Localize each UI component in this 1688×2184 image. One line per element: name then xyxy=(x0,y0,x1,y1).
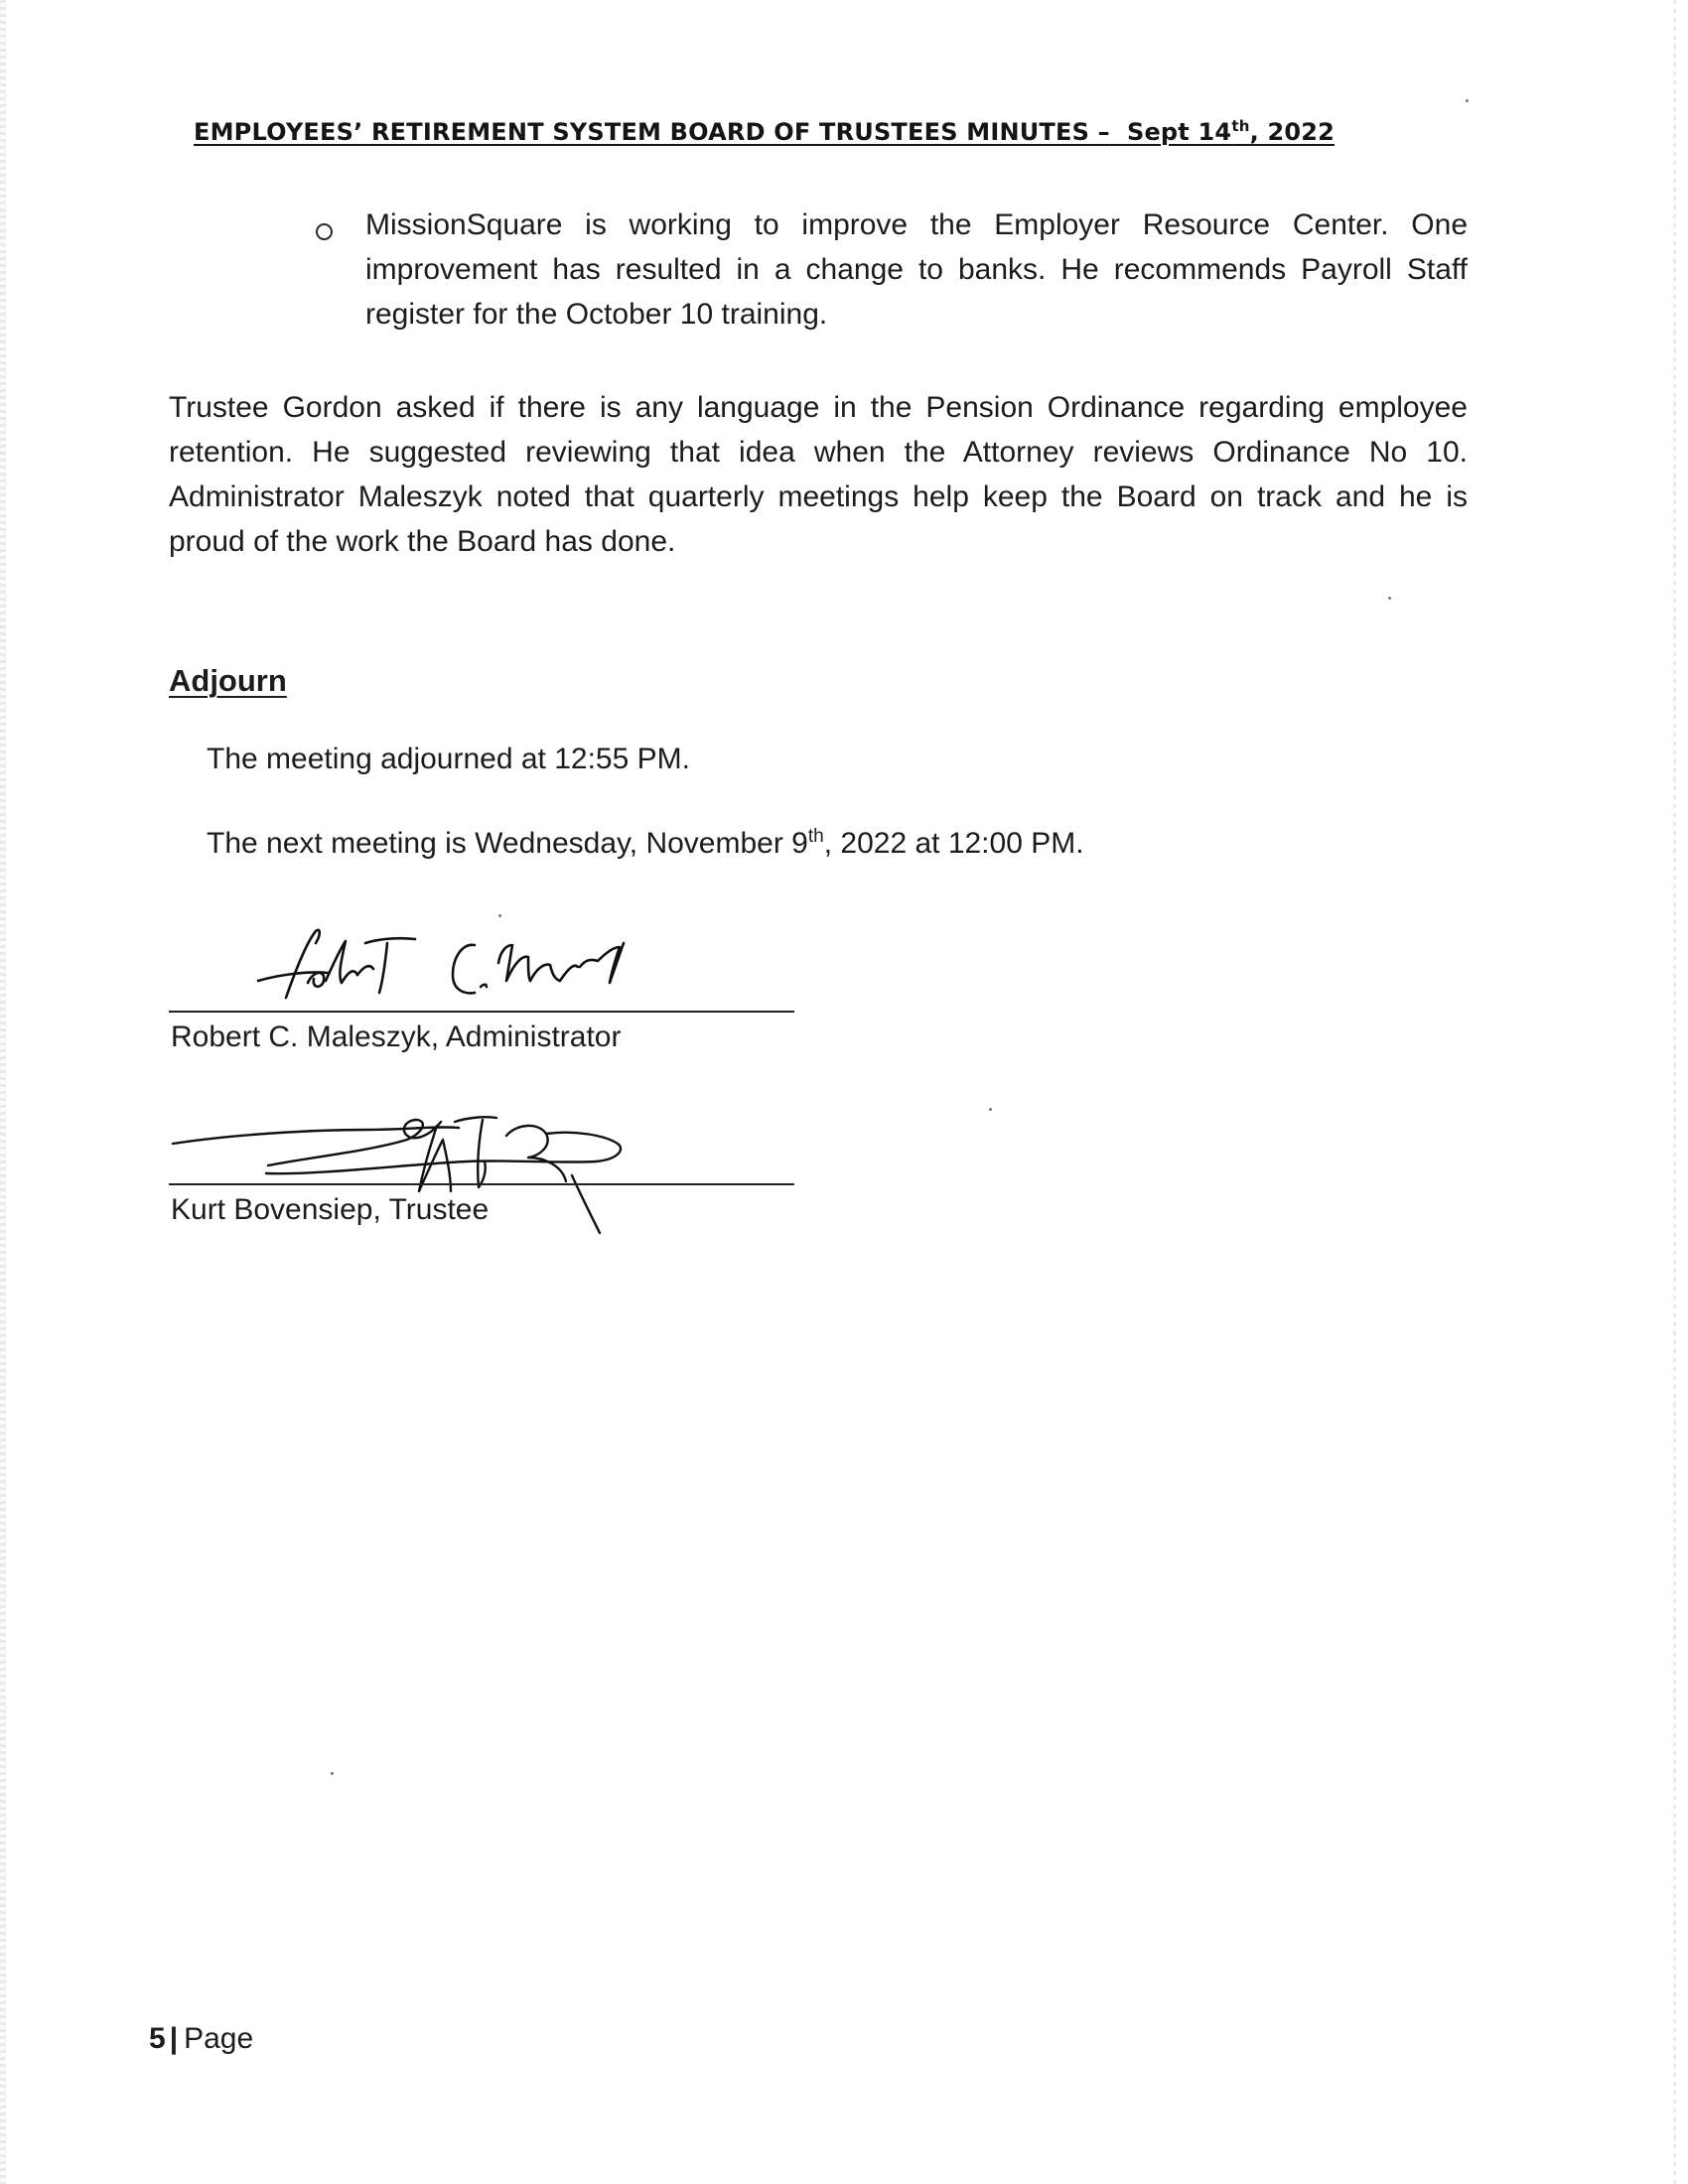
next-meeting-text xyxy=(207,826,1084,861)
page-label: Page xyxy=(184,2022,254,2055)
header-date xyxy=(1127,118,1335,146)
next-meeting-sup: th xyxy=(807,826,824,847)
next-meeting-suffix: , 2022 at 12:00 PM. xyxy=(823,827,1084,860)
bullet-marker xyxy=(316,211,346,241)
scan-speck xyxy=(498,914,501,917)
trustee-signature-line xyxy=(169,1183,794,1185)
adjourned-time-text: The meeting adjourned at 12:55 PM. xyxy=(207,743,690,775)
page-number: 5 xyxy=(149,2022,166,2055)
scan-edge-left xyxy=(0,0,6,2184)
hollow-circle-bullet-icon xyxy=(316,223,333,240)
page-footer xyxy=(149,2022,253,2056)
scan-speck xyxy=(989,1108,992,1111)
bullet-item-text: MissionSquare is working to improve the Employer Resource Center. One improvement has resulted in a change to banks. He recommends Payroll Staff register for the October 10 training. xyxy=(365,208,1468,331)
trustee-signature-name: Kurt Bovensiep, Trustee xyxy=(171,1193,490,1226)
adjourn-heading: Adjourn xyxy=(169,663,287,698)
scan-speck xyxy=(331,1772,334,1775)
document-header xyxy=(194,117,1385,146)
scan-edge-right xyxy=(1673,0,1676,2184)
header-date-prefix: Sept 14 xyxy=(1126,118,1232,146)
discussion-paragraph: Trustee Gordon asked if there is any language in the Pension Ordinance regarding employee retention. He suggested reviewing that idea when the Attorney reviews Ordinance No 10. Administrator Maleszyk noted that quarterly meetings help keep the Board on track and he is proud of the work the Board has done. xyxy=(169,391,1468,558)
administrator-signature-image xyxy=(238,923,685,1013)
administrator-signature-line xyxy=(169,1011,794,1013)
header-date-sup: th xyxy=(1231,117,1250,135)
page-separator: | xyxy=(169,2022,179,2055)
header-underlined-text xyxy=(194,118,1335,146)
next-meeting-prefix: The next meeting is Wednesday, November 9 xyxy=(207,827,808,860)
scan-speck xyxy=(1388,597,1391,600)
scan-speck xyxy=(1466,99,1469,102)
header-date-suffix: , 2022 xyxy=(1249,118,1336,146)
administrator-signature-name: Robert C. Maleszyk, Administrator xyxy=(171,1021,622,1053)
header-title: EMPLOYEES’ RETIREMENT SYSTEM BOARD OF TRUSTEES MINUTES – xyxy=(194,118,1110,146)
